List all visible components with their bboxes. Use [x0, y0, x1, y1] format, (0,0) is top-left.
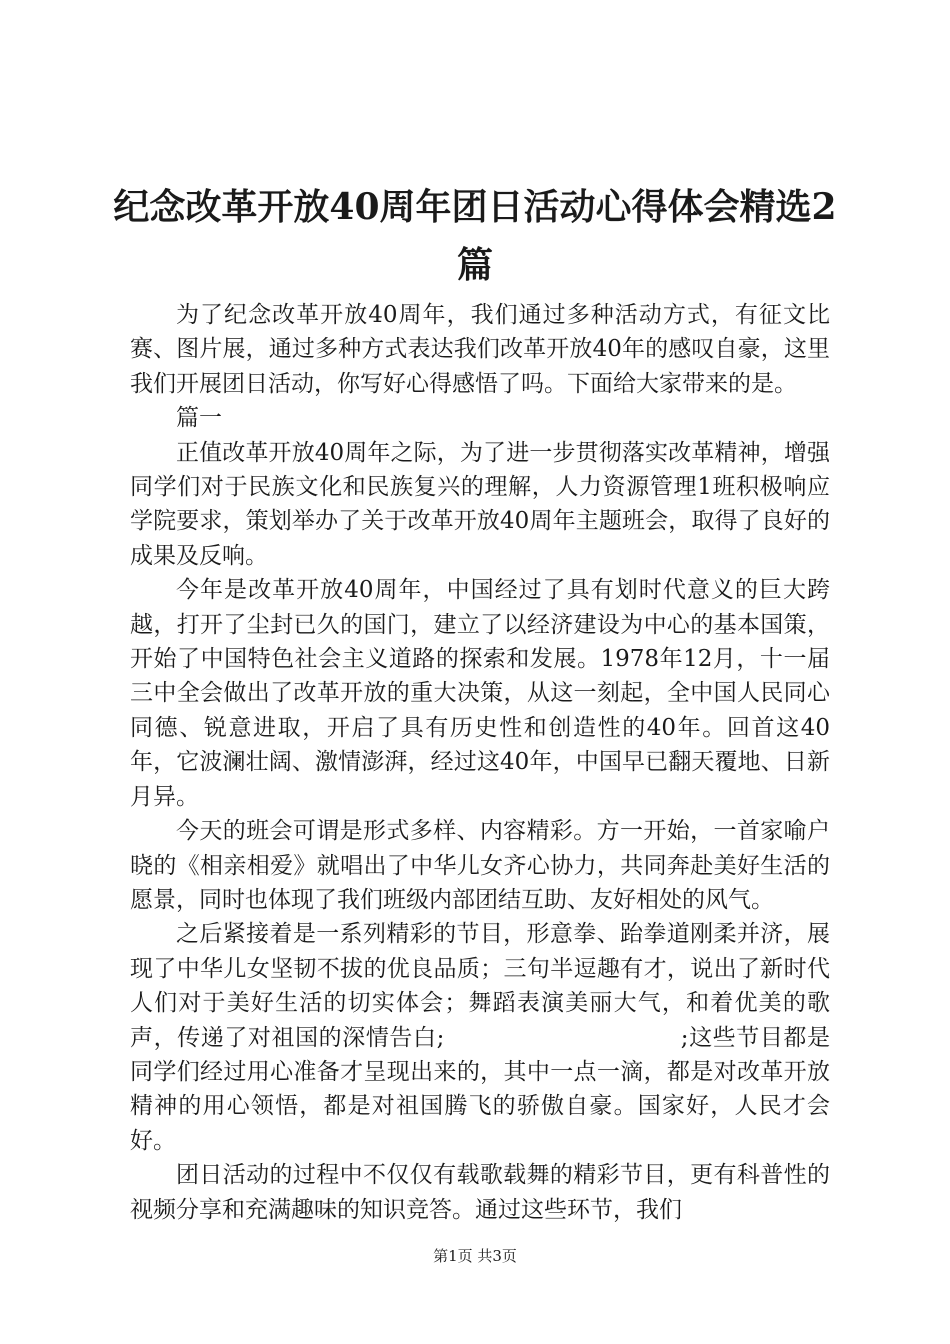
body-paragraph: 正值改革开放40周年之际，为了进一步贯彻落实改革精神，增强同学们对于民族文化和民族复兴的理解，人力资源管理1班积极响应学院要求，策划举办了关于改革开放40周年主题班会，取得了良好的成果及反响。: [130, 439, 830, 569]
document-title: 纪念改革开放40周年团日活动心得体会精选2篇: [113, 186, 837, 286]
page-footer: 第1页 共3页: [433, 1247, 517, 1265]
intro-paragraph: 为了纪念改革开放40周年，我们通过多种活动方式，有征文比赛、图片展，通过多种方式表达我们改革开放40年的感叹自豪，这里我们开展团日活动，你写好心得感悟了吗。下面给大家带来的是。: [130, 302, 830, 397]
body-paragraph: 之后紧接着是一系列精彩的节目，形意拳、跆拳道刚柔并济，展现了中华儿女坚韧不拔的优良品质；三句半逗趣有才，说出了新时代人们对于美好生活的切实体会；舞蹈表演美丽大气，和着优美的歌声，传递了对祖国的深情告白; ;这些节目都是同学们经过用心准备才呈现出来的，其中一点一滴，都是对改革开放精神的用心领悟，都是对祖国腾飞的骄傲自豪。国家好，人民才会好。: [130, 921, 830, 1154]
document-body: [130, 298, 830, 1227]
section-heading: 篇一: [176, 405, 222, 432]
body-paragraph: 团日活动的过程中不仅仅有载歌载舞的精彩节目，更有科普性的视频分享和充满趣味的知识竞答。通过这些环节，我们: [130, 1162, 830, 1223]
body-paragraph: 今天的班会可谓是形式多样、内容精彩。方一开始，一首家喻户晓的《相亲相爱》就唱出了中华儿女齐心协力，共同奔赴美好生活的愿景，同时也体现了我们班级内部团结互助、友好相处的风气。: [130, 818, 830, 913]
body-paragraph: 今年是改革开放40周年，中国经过了具有划时代意义的巨大跨越，打开了尘封已久的国门，建立了以经济建设为中心的基本国策，开始了中国特色社会主义道路的探索和发展。1978年12月，十一届三中全会做出了改革开放的重大决策，从这一刻起，全中国人民同心同德、锐意进取，开启了具有历史性和创造性的40年。回首这40年，它波澜壮阔、激情澎湃，经过这40年，中国早已翻天覆地、日新月异。: [130, 577, 830, 810]
